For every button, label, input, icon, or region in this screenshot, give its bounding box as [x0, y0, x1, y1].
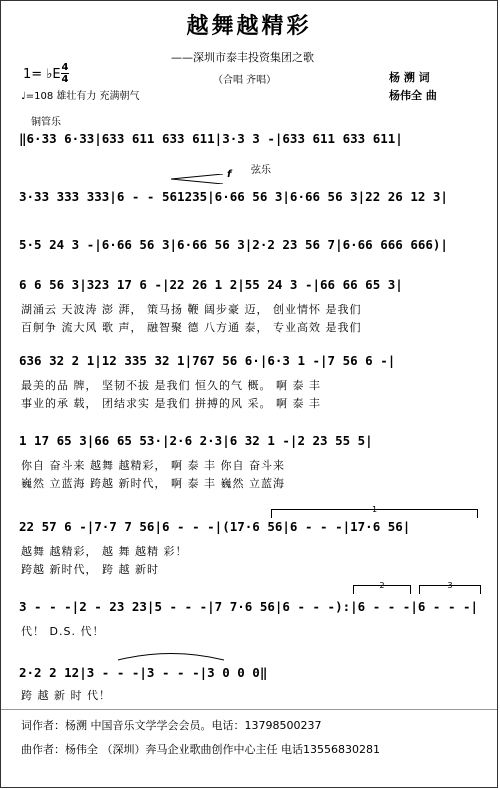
lyric-line-9a: 跨 越 新 时 代！ [21, 689, 111, 702]
score-line-4: 6 6 56 3|323 17 6 -|22 26 1 2|55 24 3 -|66 66 65 3| [19, 277, 403, 292]
key-signature: 1= ♭E [23, 67, 61, 82]
composer-info: 曲作者：杨伟全 （深圳）奔马企业歌曲创作中心主任 电话13556830281 [21, 743, 380, 756]
time-sig-top: 4 [61, 62, 69, 73]
first-ending-label: 1 [371, 505, 378, 514]
score-line-3: 5·5 24 3 -|6·66 56 3|6·66 56 3|2·2 23 56 7|6·66 666 666)| [19, 237, 448, 252]
lyricist-credit: 杨 溯 词 [389, 71, 430, 84]
second-ending-bracket [353, 581, 411, 594]
footer-divider [1, 709, 497, 710]
score-line-1: ‖6·33 6·33|633 611 633 611|3·3 3 -|633 611 633 611| [19, 131, 403, 146]
lyric-line-4a: 湖涌云 天波涛 澎 湃， 策马扬 鞭 阔步豪 迈， 创业情怀 是我们 [21, 303, 362, 316]
lyric-line-8a: 代！ D.S. 代！ [21, 625, 105, 638]
second-ending-label: 2 [379, 581, 385, 590]
lyric-line-5b: 事业的承 载， 团结求实 是我们 拼搏的风 采。 啊 泰 丰 [21, 397, 321, 410]
score-line-2: 3·33 333 333|6 - - 561235|6·66 56 3|6·66 56 3|22 26 12 3| [19, 189, 448, 204]
score-line-9: 2·2 2 12|3 - - -|3 - - -|3 0 0 0‖ [19, 665, 268, 680]
lyric-line-6b: 巍然 立蓝海 跨越 新时代， 啊 泰 丰 巍然 立蓝海 [21, 477, 285, 490]
song-title: 越舞越精彩 [186, 13, 312, 39]
third-ending-label: 3 [447, 581, 453, 590]
score-line-6: 1 17 65 3|66 65 53·|2·6 2·3|6 32 1 -|2 23 55 5| [19, 433, 373, 448]
lyricist-info: 词作者：杨溯 中国音乐文学学会会员。电话：13798500237 [21, 719, 322, 732]
score-line-7: 22 57 6 -|7·7 7 56|6 - - -|(17·6 56|6 - - -|17·6 56| [19, 519, 411, 534]
lyric-line-7a: 越舞 越精彩， 越 舞 越精 彩！ [21, 545, 188, 558]
dynamic-marking: f [227, 169, 232, 180]
lyric-line-5a: 最美的品 牌， 坚韧不拔 是我们 恒久的气 概。 啊 泰 丰 [21, 379, 321, 392]
performance-form: （合唱 齐唱） [213, 75, 277, 86]
crescendo-hairpin [171, 174, 223, 184]
lyric-line-4b: 百舸争 流大风 歌 声， 融智聚 德 八方通 泰， 专业高效 是我们 [21, 321, 362, 334]
score-line-8: 3 - - -|2 - 23 23|5 - - -|7 7·6 56|6 - - -):|6 - - -|6 - - -| [19, 599, 479, 614]
song-subtitle: ——深圳市泰丰投资集团之歌 [171, 51, 314, 64]
brass-annotation: 铜管乐 [31, 117, 61, 128]
score-line-5: 636 32 2 1|12 335 32 1|767 56 6·|6·3 1 -|7 56 6 -| [19, 353, 396, 368]
time-signature [61, 63, 69, 84]
time-sig-bottom: 4 [61, 74, 69, 85]
lyric-line-6a: 你自 奋斗来 越舞 越精彩， 啊 泰 丰 你自 奋斗来 [21, 459, 285, 472]
third-ending-bracket [419, 581, 481, 594]
strings-annotation: 弦乐 [251, 165, 271, 176]
tempo-marking: ♩=108 雄壮有力 充满朝气 [21, 91, 140, 102]
lyric-line-7b: 跨越 新时代， 跨 越 新时 [21, 563, 159, 576]
composer-credit: 杨伟全 曲 [389, 89, 437, 102]
first-ending-bracket [271, 505, 478, 518]
fermata-slur [116, 651, 226, 661]
